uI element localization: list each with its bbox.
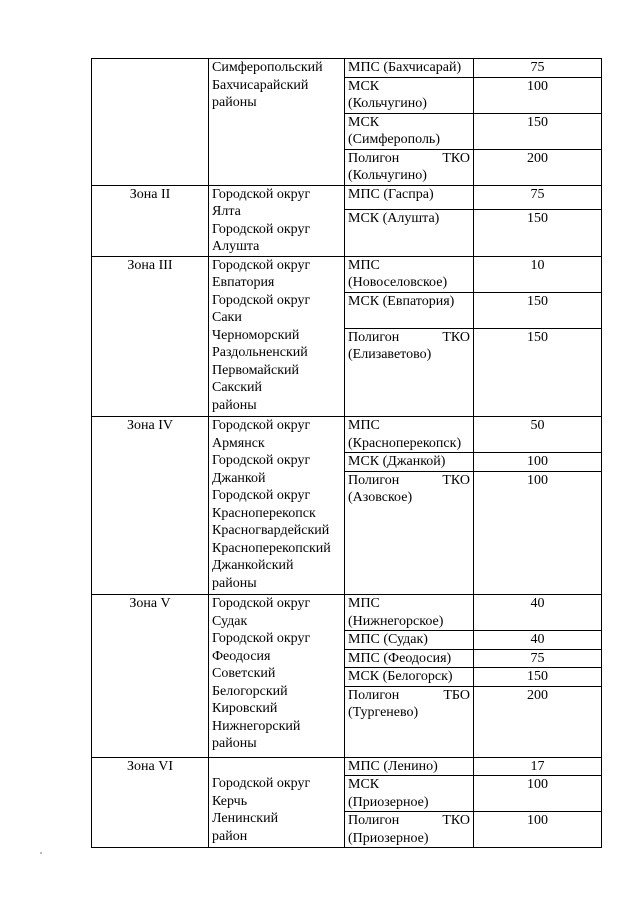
table-row	[92, 417, 602, 453]
area-line: район	[212, 828, 248, 844]
facility-line	[348, 399, 470, 417]
area-line: Армянск	[212, 435, 265, 451]
area-line: Ленинский	[212, 811, 279, 826]
facility-line: МПС	[348, 418, 380, 433]
facility-line: МПС	[348, 596, 380, 611]
facility-cell	[345, 453, 474, 472]
area-line: Городской округ	[212, 631, 311, 646]
facility-line: (Новоселовское)	[348, 275, 448, 290]
facility-line: (Елизаветово)	[348, 347, 432, 362]
scan-speck	[40, 852, 42, 854]
zone-cell: Зона VI	[92, 757, 209, 848]
areas-cell	[209, 757, 345, 848]
area-line: Городской округ	[212, 776, 311, 791]
facility-line	[348, 542, 470, 560]
area-line: Керчь	[212, 793, 248, 809]
facility-cell	[345, 417, 474, 453]
facility-cell	[345, 113, 474, 149]
facility-line: Полигон ТКО	[348, 813, 470, 828]
capacity-value: 75	[474, 185, 602, 209]
facility-line: (Приозерное)	[348, 794, 429, 810]
capacity-value: 150	[474, 209, 602, 256]
facility-cell	[345, 292, 474, 328]
facility-line: МСК	[348, 78, 380, 94]
facility-cell	[345, 595, 474, 631]
facility-line: (Кольчугино)	[348, 168, 427, 183]
facility-cell	[345, 77, 474, 113]
area-line: Черноморский	[212, 327, 300, 343]
area-line: Судак	[212, 613, 248, 629]
facility-line	[348, 364, 470, 382]
table-row	[92, 256, 602, 292]
area-line: Городской округ	[212, 488, 311, 503]
facility-line: (Красноперекопск)	[348, 435, 462, 451]
area-line: Городской округ	[212, 221, 311, 237]
capacity-value: 40	[474, 595, 602, 631]
areas-cell	[209, 185, 345, 256]
facility-cell	[345, 328, 474, 417]
capacity-value: 40	[474, 631, 602, 650]
area-line: Раздольненский	[212, 345, 308, 360]
facility-cell	[345, 185, 474, 209]
capacity-value: 200	[474, 686, 602, 757]
capacity-value: 100	[474, 812, 602, 848]
capacity-value: 150	[474, 292, 602, 328]
capacity-value: 10	[474, 256, 602, 292]
facility-line: (Симферополь)	[348, 132, 440, 147]
facility-cell	[345, 631, 474, 650]
facility-line	[348, 310, 470, 328]
area-line: Бахчисарайский	[212, 77, 309, 93]
area-line: Симферопольский	[212, 60, 323, 75]
facility-line: МПС (Ленино)	[348, 758, 438, 774]
area-line: районы	[212, 736, 257, 751]
capacity-value: 75	[474, 59, 602, 78]
facility-line	[348, 227, 470, 245]
facility-cell	[345, 686, 474, 757]
facility-cell	[345, 757, 474, 776]
facility-line: (Тургенево)	[348, 705, 419, 720]
area-line: Евпатория	[212, 275, 275, 290]
zone-cell: Зона III	[92, 256, 209, 417]
area-line: районы	[212, 575, 257, 591]
waste-zones-table	[91, 58, 602, 848]
area-line: Джанкойский	[212, 558, 294, 573]
facility-line: МПС (Бахчисарай)	[348, 60, 462, 75]
area-line: Городской округ	[212, 186, 311, 202]
table-row	[92, 185, 602, 209]
facility-line	[348, 722, 470, 740]
area-line: Городской округ	[212, 418, 311, 433]
area-line: Городской округ	[212, 453, 311, 468]
areas-cell	[209, 595, 345, 758]
facility-cell	[345, 256, 474, 292]
capacity-value: 75	[474, 649, 602, 668]
facility-line	[348, 381, 470, 399]
area-line: Городской округ	[212, 257, 311, 273]
facility-line: (Нижнегорское)	[348, 613, 444, 629]
capacity-value: 150	[474, 328, 602, 417]
area-line: Красноперекопский	[212, 540, 331, 556]
facility-line	[348, 739, 470, 757]
areas-cell	[209, 59, 345, 186]
facility-cell	[345, 776, 474, 812]
area-line: Саки	[212, 310, 242, 325]
capacity-value: 50	[474, 417, 602, 453]
area-line: Сакский	[212, 380, 263, 395]
facility-line: МСК (Белогорск)	[348, 669, 453, 684]
facility-line	[348, 507, 470, 525]
area-line: Красногвардейский	[212, 523, 330, 538]
capacity-value: 150	[474, 113, 602, 149]
capacity-value: 17	[474, 757, 602, 776]
area-line: Городской округ	[212, 292, 311, 308]
facility-line: Полигон ТКО	[348, 472, 470, 488]
area-line: Белогорский	[212, 683, 288, 699]
capacity-value: 100	[474, 776, 602, 812]
facility-line: Полигон ТБО	[348, 687, 470, 703]
facility-line: МСК (Джанкой)	[348, 454, 446, 469]
capacity-value: 100	[474, 453, 602, 472]
facility-cell	[345, 149, 474, 185]
area-line: Нижнегорский	[212, 718, 301, 734]
capacity-value: 200	[474, 149, 602, 185]
facility-cell	[345, 812, 474, 848]
table-body	[92, 59, 602, 848]
facility-line: Полигон ТКО	[348, 150, 470, 166]
area-line: Ялта	[212, 204, 241, 219]
capacity-value: 100	[474, 77, 602, 113]
facility-line: (Азовское)	[348, 490, 413, 505]
area-line: Джанкой	[212, 470, 266, 486]
table-row	[92, 595, 602, 631]
facility-line: (Кольчугино)	[348, 96, 427, 111]
facility-line: МПС	[348, 257, 380, 273]
zone-cell: Зона II	[92, 185, 209, 256]
facility-cell	[345, 471, 474, 595]
facility-line: МПС (Гаспра)	[348, 186, 434, 202]
facility-line: МСК	[348, 114, 380, 130]
facility-cell	[345, 59, 474, 78]
area-line: Алушта	[212, 239, 260, 254]
area-line: районы	[212, 95, 257, 110]
facility-cell	[345, 668, 474, 687]
facility-line: (Приозерное)	[348, 830, 429, 846]
capacity-value: 150	[474, 668, 602, 687]
area-line: Кировский	[212, 701, 278, 716]
areas-cell	[209, 256, 345, 417]
area-line: Городской округ	[212, 596, 311, 611]
area-line: Красноперекопск	[212, 505, 316, 521]
facility-line	[348, 524, 470, 542]
facility-line	[348, 559, 470, 577]
facility-cell	[345, 209, 474, 256]
capacity-value: 100	[474, 471, 602, 595]
facility-line: МСК	[348, 777, 380, 792]
area-line: районы	[212, 397, 257, 413]
area-line: Феодосия	[212, 648, 271, 664]
table-row	[92, 757, 602, 776]
zone-cell: Зона IV	[92, 417, 209, 595]
area-line: Первомайский	[212, 362, 300, 378]
table-row	[92, 59, 602, 78]
facility-line: МПС (Судак)	[348, 632, 428, 647]
facility-line: Полигон ТКО	[348, 329, 470, 345]
facility-cell	[345, 649, 474, 668]
facility-line: МСК (Евпатория)	[348, 293, 455, 309]
facility-line	[348, 577, 470, 595]
area-line: Советский	[212, 666, 276, 681]
facility-line: МПС (Феодосия)	[348, 650, 452, 666]
zone-cell: Зона V	[92, 595, 209, 758]
facility-line: МСК (Алушта)	[348, 210, 440, 226]
area-line	[212, 758, 341, 776]
areas-cell	[209, 417, 345, 595]
zone-cell	[92, 59, 209, 186]
